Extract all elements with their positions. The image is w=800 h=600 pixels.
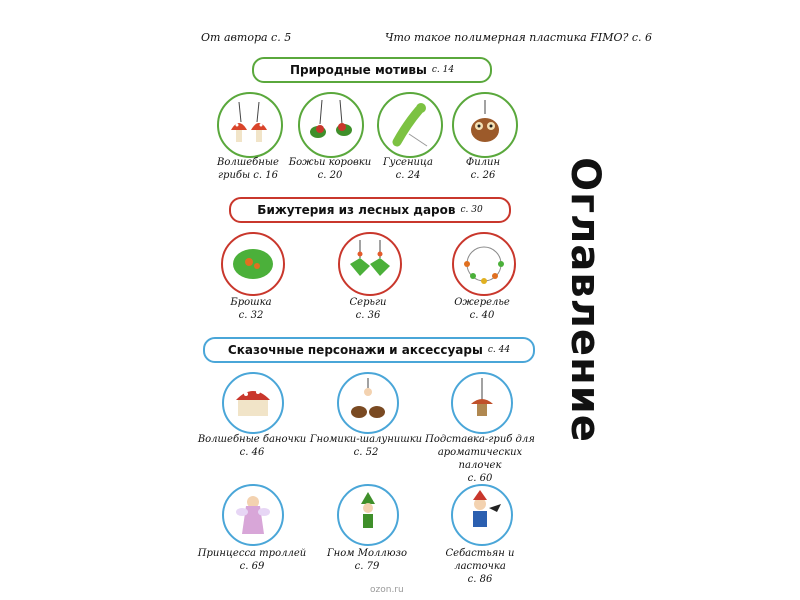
owl-image[interactable] bbox=[452, 92, 518, 158]
gnome-molluzo-image[interactable] bbox=[337, 484, 399, 546]
mushroom-earrings-image[interactable] bbox=[217, 92, 283, 158]
section-title: Природные мотивы bbox=[289, 63, 427, 77]
caption-gnome-molluzo[interactable]: Гном Моллюзо с. 79 bbox=[327, 548, 407, 572]
ladybug-earrings-image[interactable] bbox=[298, 92, 364, 158]
watermark: ozon.ru bbox=[370, 585, 404, 595]
section-page: с. 14 bbox=[431, 65, 455, 75]
caption-caterpillar[interactable]: Гусеница с. 24 bbox=[383, 157, 433, 181]
necklace-image[interactable] bbox=[452, 232, 516, 296]
caption-owl[interactable]: Филин с. 26 bbox=[465, 157, 501, 181]
caption-brooch[interactable]: Брошка с. 32 bbox=[230, 297, 272, 321]
author-link[interactable]: От автора с. 5 bbox=[201, 31, 292, 44]
caption-incense-stand[interactable]: Подставка-гриб для ароматических палочек с. 60 bbox=[425, 434, 535, 484]
caption-sebastian-swallow[interactable]: Себастьян и ласточка с. 86 bbox=[445, 548, 515, 585]
brooch-image[interactable] bbox=[221, 232, 285, 296]
section-header-nature[interactable] bbox=[252, 57, 492, 83]
incense-stand-image[interactable] bbox=[451, 372, 513, 434]
gnomes-image[interactable] bbox=[337, 372, 399, 434]
caption-earrings[interactable]: Серьги с. 36 bbox=[349, 297, 387, 321]
caption-ladybugs[interactable]: Божьи коровки с. 20 bbox=[288, 157, 372, 181]
magic-jars-image[interactable] bbox=[222, 372, 284, 434]
sebastian-swallow-image[interactable] bbox=[451, 484, 513, 546]
caterpillar-image[interactable] bbox=[377, 92, 443, 158]
section-page: с. 30 bbox=[460, 205, 483, 215]
section-title: Сказочные персонажи и аксессуары bbox=[227, 343, 483, 357]
section-page: с. 44 bbox=[487, 345, 511, 355]
caption-troll-princess[interactable]: Принцесса троллей с. 69 bbox=[197, 548, 307, 572]
earrings-image[interactable] bbox=[338, 232, 402, 296]
fimo-link[interactable]: Что такое полимерная пластика FIMO? с. 6 bbox=[385, 31, 653, 44]
caption-gnomes[interactable]: Гномики-шалунишки с. 52 bbox=[309, 434, 423, 458]
section-header-jewelry[interactable] bbox=[229, 197, 511, 223]
section-header-fairytale[interactable] bbox=[203, 337, 535, 363]
caption-magic-jars[interactable]: Волшебные баночки с. 46 bbox=[197, 434, 307, 458]
section-title: Бижутерия из лесных даров bbox=[257, 203, 456, 217]
troll-princess-image[interactable] bbox=[222, 484, 284, 546]
vertical-title: Оглавление bbox=[562, 157, 608, 443]
caption-necklace[interactable]: Ожерелье с. 40 bbox=[454, 297, 510, 321]
caption-mushrooms[interactable]: Волшебные грибы с. 16 bbox=[217, 157, 279, 181]
